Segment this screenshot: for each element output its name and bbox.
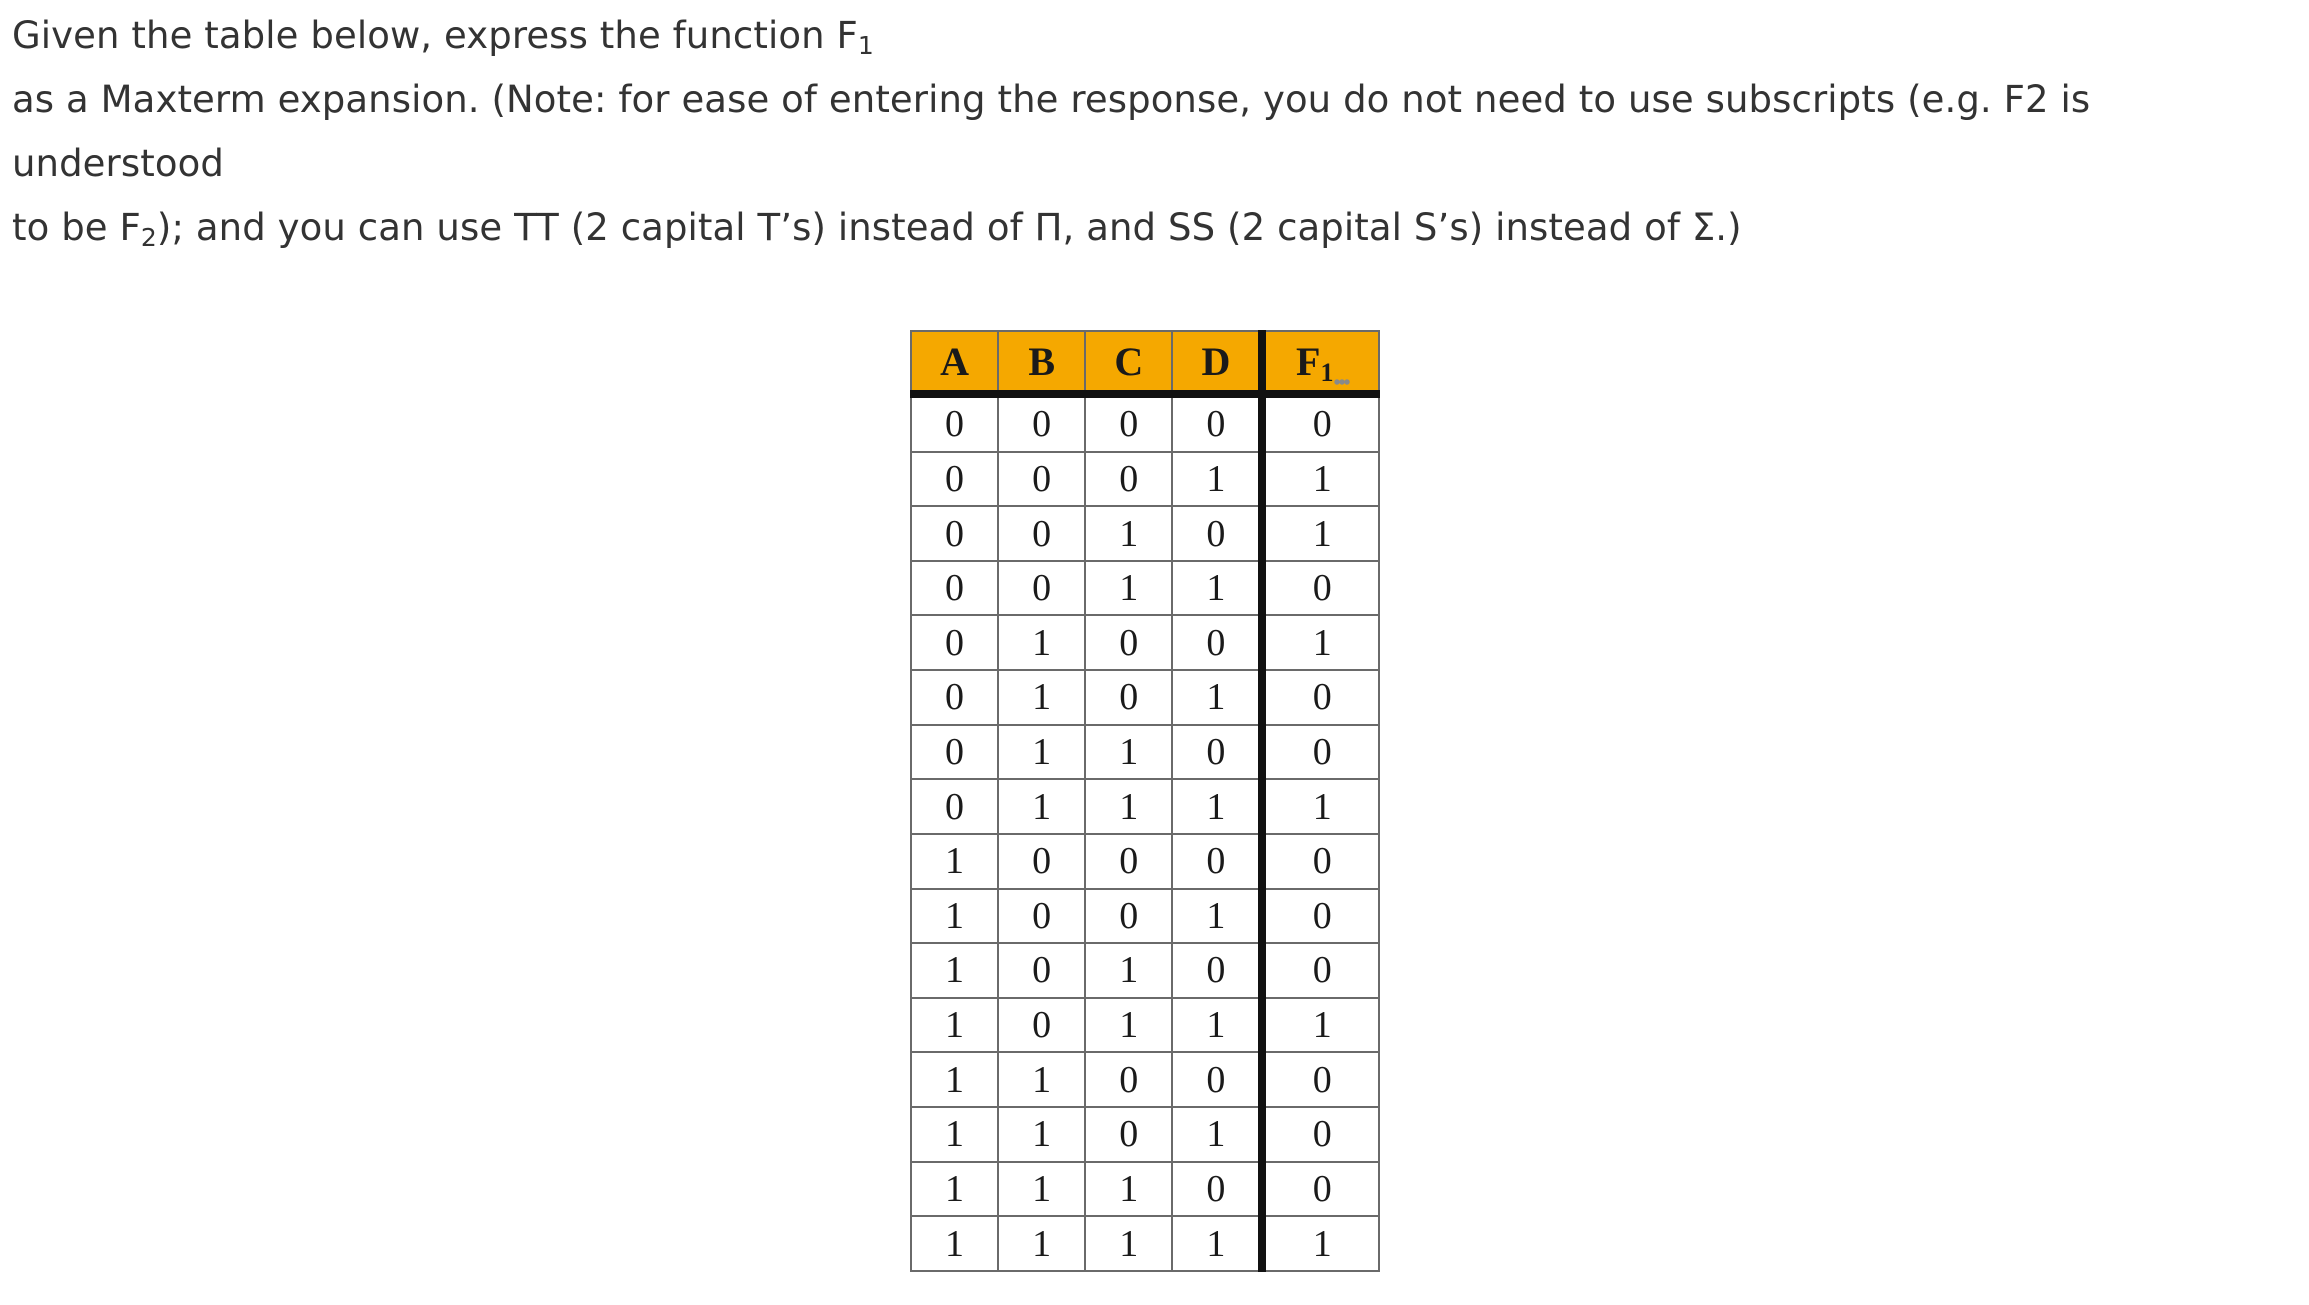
input-cell: 1 [1172, 561, 1262, 616]
question-line-1: Given the table below, express the function $F_1$ [12, 14, 874, 60]
input-cell: 0 [1085, 452, 1172, 507]
input-cell: 1 [911, 834, 998, 889]
input-cell: 1 [1172, 1216, 1262, 1271]
input-cell: 1 [1172, 779, 1262, 834]
input-cell: 1 [911, 1107, 998, 1162]
input-cell: 0 [1172, 506, 1262, 561]
truth-table-header-row [911, 331, 1379, 394]
input-cell: 0 [1085, 670, 1172, 725]
input-cell: 0 [911, 779, 998, 834]
input-cell: 0 [998, 998, 1085, 1053]
input-cell: 0 [1172, 1162, 1262, 1217]
input-cell: 0 [998, 452, 1085, 507]
table-row [911, 670, 1379, 725]
input-cell: 1 [911, 943, 998, 998]
question-text [12, 4, 2302, 260]
output-cell: 0 [1262, 943, 1379, 998]
input-cell: 1 [911, 998, 998, 1053]
input-cell: 1 [1172, 998, 1262, 1053]
input-cell: 0 [998, 394, 1085, 452]
table-row [911, 725, 1379, 780]
table-row [911, 1216, 1379, 1271]
table-row [911, 506, 1379, 561]
input-cell: 0 [1085, 394, 1172, 452]
input-cell: 1 [1085, 1162, 1172, 1217]
output-cell: 0 [1262, 1107, 1379, 1162]
output-cell: 0 [1262, 1162, 1379, 1217]
input-cell: 1 [998, 1216, 1085, 1271]
output-cell: 1 [1262, 615, 1379, 670]
input-cell: 0 [1085, 834, 1172, 889]
input-cell: 1 [911, 1052, 998, 1107]
input-cell: 0 [911, 561, 998, 616]
table-row [911, 394, 1379, 452]
input-cell: 0 [911, 615, 998, 670]
input-cell: 1 [1172, 1107, 1262, 1162]
output-cell: 1 [1262, 998, 1379, 1053]
input-cell: 0 [1172, 834, 1262, 889]
input-cell: 0 [998, 506, 1085, 561]
input-cell: 1 [998, 1162, 1085, 1217]
output-cell: 0 [1262, 561, 1379, 616]
truth-table-image [910, 330, 1380, 1272]
input-cell: 1 [1085, 1216, 1172, 1271]
input-cell: 0 [911, 394, 998, 452]
output-cell: 1 [1262, 506, 1379, 561]
input-cell: 0 [911, 452, 998, 507]
header-d: D [1172, 331, 1262, 394]
header-f1: F1••• [1262, 331, 1379, 394]
input-cell: 1 [911, 1216, 998, 1271]
truth-table-body [911, 394, 1379, 1271]
header-c: C [1085, 331, 1172, 394]
input-cell: 0 [911, 670, 998, 725]
input-cell: 1 [1085, 943, 1172, 998]
input-cell: 1 [998, 779, 1085, 834]
table-row [911, 834, 1379, 889]
input-cell: 1 [1085, 506, 1172, 561]
input-cell: 0 [1172, 943, 1262, 998]
input-cell: 0 [1085, 1107, 1172, 1162]
output-cell: 0 [1262, 1052, 1379, 1107]
truth-table [910, 330, 1380, 1272]
input-cell: 0 [998, 889, 1085, 944]
input-cell: 1 [911, 889, 998, 944]
input-cell: 1 [1172, 670, 1262, 725]
header-b: B [998, 331, 1085, 394]
table-row [911, 943, 1379, 998]
input-cell: 0 [1172, 615, 1262, 670]
input-cell: 0 [998, 834, 1085, 889]
input-cell: 1 [1085, 561, 1172, 616]
input-cell: 1 [1085, 725, 1172, 780]
input-cell: 0 [998, 561, 1085, 616]
table-row [911, 889, 1379, 944]
input-cell: 0 [998, 943, 1085, 998]
output-cell: 0 [1262, 394, 1379, 452]
input-cell: 1 [998, 670, 1085, 725]
question-line-3: to be $F_2$); and you can use TT (2 capital T’s) instead of Π, and SS (2 capital S’s) instead of Σ.) [12, 206, 1742, 252]
input-cell: 1 [1172, 452, 1262, 507]
input-cell: 0 [1085, 1052, 1172, 1107]
input-cell: 1 [998, 1052, 1085, 1107]
input-cell: 0 [1085, 615, 1172, 670]
input-cell: 0 [1172, 1052, 1262, 1107]
header-a: A [911, 331, 998, 394]
table-row [911, 1162, 1379, 1217]
output-cell: 1 [1262, 452, 1379, 507]
input-cell: 1 [1085, 779, 1172, 834]
table-row [911, 1107, 1379, 1162]
input-cell: 1 [1172, 889, 1262, 944]
table-row [911, 615, 1379, 670]
input-cell: 0 [1085, 889, 1172, 944]
input-cell: 0 [911, 506, 998, 561]
input-cell: 0 [1172, 725, 1262, 780]
input-cell: 0 [1172, 394, 1262, 452]
table-row [911, 1052, 1379, 1107]
table-row [911, 561, 1379, 616]
output-cell: 0 [1262, 889, 1379, 944]
input-cell: 1 [998, 615, 1085, 670]
output-cell: 1 [1262, 779, 1379, 834]
table-row [911, 452, 1379, 507]
input-cell: 1 [998, 725, 1085, 780]
input-cell: 1 [998, 1107, 1085, 1162]
input-cell: 1 [1085, 998, 1172, 1053]
input-cell: 0 [911, 725, 998, 780]
output-cell: 0 [1262, 670, 1379, 725]
question-line-2: as a Maxterm expansion. (Note: for ease of entering the response, you do not need to use subscripts (e.g. F2 is understood [12, 78, 2091, 185]
input-cell: 1 [911, 1162, 998, 1217]
output-cell: 1 [1262, 1216, 1379, 1271]
table-row [911, 779, 1379, 834]
output-cell: 0 [1262, 834, 1379, 889]
output-cell: 0 [1262, 725, 1379, 780]
table-row [911, 998, 1379, 1053]
